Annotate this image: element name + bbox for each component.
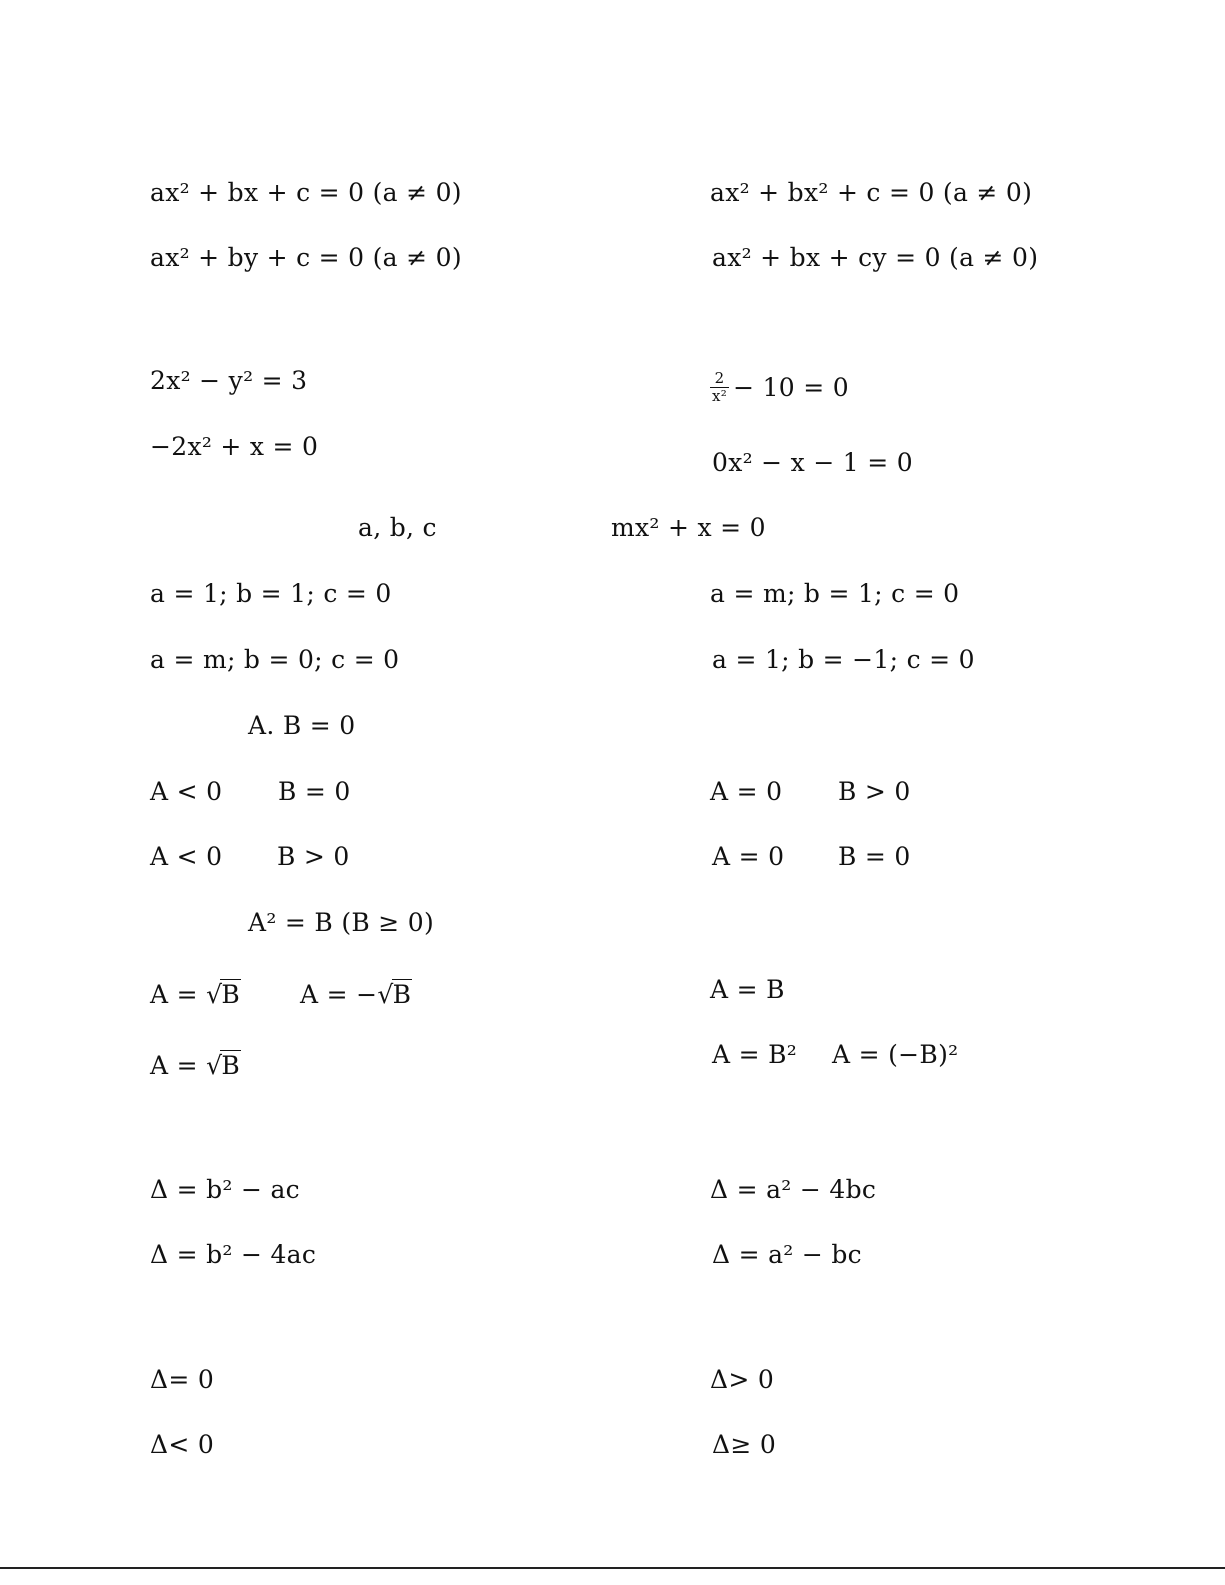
option-root-13b-2	[832, 1040, 958, 1070]
fraction-numerator: 2	[710, 370, 729, 388]
option-equation-1b	[710, 178, 1032, 208]
option-discriminant-14b	[710, 1175, 876, 1205]
equation-text: − 10 = 0	[733, 373, 849, 402]
option-equation-3a	[150, 366, 307, 396]
option-condition-10a-1	[150, 842, 222, 872]
option-equation-2b	[712, 243, 1038, 273]
equation-text: A² = B (B ≥ 0)	[248, 908, 435, 937]
equation-text: a = 1; b = 1; c = 0	[150, 579, 392, 608]
equation-text: B = 0	[278, 777, 351, 806]
equation-text: a = m; b = 0; c = 0	[150, 645, 400, 674]
option-coefficients-7a	[150, 645, 399, 675]
option-root-12b	[710, 975, 785, 1005]
square-root: √B	[206, 980, 241, 1009]
option-coefficients-6b	[710, 579, 959, 609]
option-condition-9a-2	[278, 777, 351, 807]
equation-text: A = (−B)²	[832, 1040, 959, 1069]
square-equation	[248, 908, 434, 938]
option-condition-9a-1	[150, 777, 222, 807]
option-condition-10a-2	[277, 842, 350, 872]
equation-text: ax² + bx + c = 0 (a ≠ 0)	[150, 178, 462, 207]
option-condition-9b-1	[710, 777, 782, 807]
equation-text: Δ = b² − ac	[150, 1175, 300, 1204]
option-equation-1a	[150, 178, 462, 208]
option-equation-4a	[150, 432, 318, 462]
radicand: B	[392, 980, 412, 1009]
equation-text: A = 0	[712, 842, 785, 871]
equation-text: Δ> 0	[710, 1365, 775, 1394]
equation-text: B > 0	[277, 842, 350, 871]
option-discriminant-14a	[150, 1175, 300, 1205]
option-condition-10b-1	[712, 842, 784, 872]
option-condition-9b-2	[838, 777, 911, 807]
option-root-12a-2	[300, 980, 412, 1010]
equation-text: A =	[150, 980, 207, 1009]
page-bottom-rule	[0, 1567, 1225, 1569]
equation-text: Δ = a² − bc	[712, 1240, 862, 1269]
equation-text: a = m; b = 1; c = 0	[710, 579, 960, 608]
equation-text: 0x² − x − 1 = 0	[712, 448, 913, 477]
equation-text: A. B = 0	[248, 711, 356, 740]
radicand: B	[221, 980, 241, 1009]
option-equation-2a	[150, 243, 462, 273]
equation-text: ax² + bx² + c = 0 (a ≠ 0)	[710, 178, 1033, 207]
option-coefficients-7b	[712, 645, 975, 675]
option-coefficients-6a	[150, 579, 392, 609]
option-discriminant-15b	[712, 1240, 862, 1270]
option-condition-10b-2	[838, 842, 911, 872]
option-root-12a-1	[150, 980, 241, 1010]
option-delta-17b	[712, 1430, 776, 1460]
equation-text: B > 0	[838, 777, 911, 806]
equation-text: Δ = b² − 4ac	[150, 1240, 317, 1269]
radicand: B	[221, 1051, 241, 1080]
equation-text: A = B²	[712, 1040, 798, 1069]
option-delta-16b	[710, 1365, 774, 1395]
equation-text: a, b, c	[358, 513, 437, 542]
equation-text: Δ< 0	[150, 1430, 215, 1459]
option-equation-4b	[712, 448, 913, 478]
option-delta-17a	[150, 1430, 214, 1460]
square-root: √B	[377, 980, 412, 1009]
equation-text: A = 0	[710, 777, 783, 806]
equation-text: A = B	[710, 975, 785, 1004]
equation-text: Δ = a² − 4bc	[710, 1175, 877, 1204]
fraction	[710, 370, 729, 405]
equation-text: Δ= 0	[150, 1365, 215, 1394]
option-root-13a	[150, 1051, 241, 1081]
coefficients-label	[358, 513, 437, 543]
equation-text: A < 0	[150, 777, 223, 806]
option-discriminant-15a	[150, 1240, 316, 1270]
equation-text: A =	[150, 1051, 207, 1080]
equation-text: ax² + bx + cy = 0 (a ≠ 0)	[712, 243, 1039, 272]
question-equation	[611, 513, 766, 543]
fraction-denominator: x²	[712, 387, 728, 405]
option-delta-16a	[150, 1365, 214, 1395]
equation-text: B = 0	[838, 842, 911, 871]
square-root: √B	[206, 1051, 241, 1080]
option-root-13b-1	[712, 1040, 797, 1070]
equation-text: A = −	[300, 980, 378, 1009]
equation-text: a = 1; b = −1; c = 0	[712, 645, 975, 674]
equation-text: Δ≥ 0	[712, 1430, 777, 1459]
equation-text: ax² + by + c = 0 (a ≠ 0)	[150, 243, 462, 272]
equation-text: A < 0	[150, 842, 223, 871]
equation-text: mx² + x = 0	[611, 513, 766, 542]
product-equation	[248, 711, 355, 741]
option-equation-3b	[710, 369, 849, 407]
equation-text: 2x² − y² = 3	[150, 366, 308, 395]
equation-text: −2x² + x = 0	[150, 432, 319, 461]
